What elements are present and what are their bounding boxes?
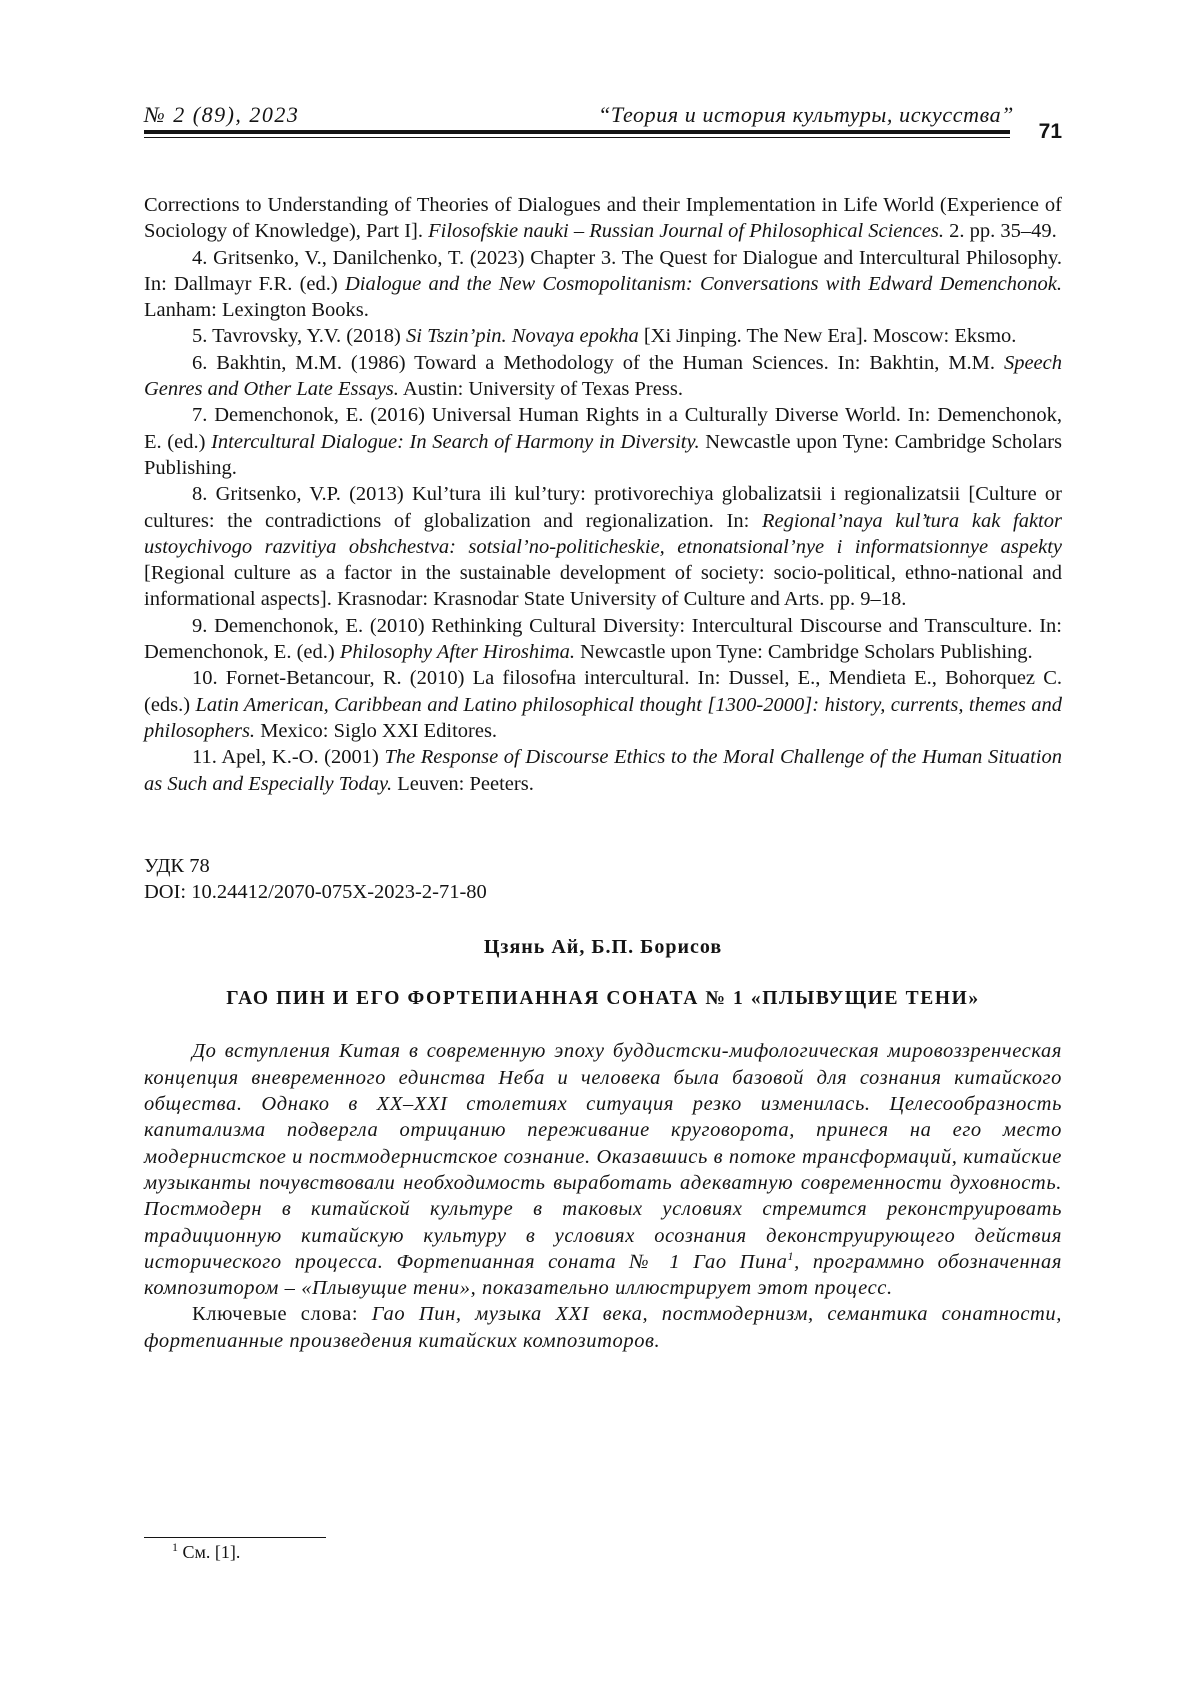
- page-body: [144, 192, 1062, 1354]
- header-rule-thin: [144, 137, 1010, 138]
- page-number: 71: [1039, 120, 1062, 144]
- reference-item: 7. Demenchonok, E. (2016) Universal Human Rights in a Culturally Diverse World. In: Demenchonok, E. (ed.) Intercultural Dialogue: In Search of Harmony in Diversity. Newcastle upon Tyne: Cambridge Scholars Publishing.: [144, 402, 1062, 481]
- article-authors: Цзянь Ай, Б.П. Борисов: [144, 934, 1062, 960]
- reference-item: 9. Demenchonok, E. (2010) Rethinking Cultural Diversity: Intercultural Discourse and Transculture. In: Demenchonok, E. (ed.) Philosophy After Hiroshima. Newcastle upon Tyne: Cambridge Scholars Publishing.: [144, 613, 1062, 666]
- keywords-list: Гао Пин, музыка XXI века, постмодернизм, семантика сонатности, фортепианные произведения китайских композиторов.: [144, 1303, 1062, 1351]
- running-header: [144, 102, 1062, 132]
- footnote: 1 См. [1].: [172, 1542, 240, 1563]
- reference-continuation: Corrections to Understanding of Theories of Dialogues and their Implementation in Life World (Experience of Sociology of Knowledge), Part I]. Filosofskie nauki – Russian Journal of Philosophical Sciences. 2. pp. 35–49.: [144, 192, 1062, 245]
- header-rule-thick: [144, 130, 1010, 134]
- reference-item: 11. Apel, K.-O. (2001) The Response of Discourse Ethics to the Moral Challenge of the Human Situation as Such and Especially Today. Leuven: Peeters.: [144, 744, 1062, 797]
- reference-item: 8. Gritsenko, V.P. (2013) Kul’tura ili kul’tury: protivorechiya globalizatsii i regionalizatsii [Culture or cultures: the contradictions of globalization and regionalization. In: Regional’naya kul’tura kak faktor ustoychivogo razvitiya obshchestva: sotsial’no-politicheskie, etnonatsional’nye i informatsionnye aspekty [Regional culture as a factor in the sustainable development of society: socio-political, ethno-national and informational aspects]. Krasnodar: Krasnodar State University of Culture and Arts. pp. 9–18.: [144, 481, 1062, 612]
- reference-item: 4. Gritsenko, V., Danilchenko, T. (2023) Chapter 3. The Quest for Dialogue and Intercultural Philosophy. In: Dallmayr F.R. (ed.) Dialogue and the New Cosmopolitanism: Conversations with Edward Demenchonok. Lanham: Lexington Books.: [144, 245, 1062, 324]
- journal-title: “Теория и история культуры, искусства”: [598, 102, 1014, 128]
- article-title: ГАО ПИН И ЕГО ФОРТЕПИАННАЯ СОНАТА № 1 «ПЛЫВУЩИЕ ТЕНИ»: [144, 986, 1062, 1012]
- udk-code: УДК 78: [144, 853, 1062, 880]
- keywords: [144, 1301, 1062, 1354]
- issue-number: № 2 (89), 2023: [144, 102, 299, 128]
- doi: DOI: 10.24412/2070-075X-2023-2-71-80: [144, 879, 1062, 906]
- reference-item: 10. Fornet-Betancour, R. (2010) La filosofнa intercultural. In: Dussel, E., Mendieta E., Bohorquez C. (eds.) Latin American, Caribbean and Latino philosophical thought [1300-2000]: history, currents, themes and philosophers. Mexico: Siglo XXI Editores.: [144, 665, 1062, 744]
- reference-item: 5. Tavrovsky, Y.V. (2018) Si Tszin’pin. Novaya epokha [Xi Jinping. The New Era]. Moscow: Eksmo.: [144, 323, 1062, 349]
- keywords-label: Ключевые слова:: [192, 1303, 372, 1325]
- footnote-rule: [144, 1537, 326, 1538]
- reference-item: 6. Bakhtin, M.M. (1986) Toward a Methodology of the Human Sciences. In: Bakhtin, M.M. Speech Genres and Other Late Essays. Austin: University of Texas Press.: [144, 350, 1062, 403]
- article-metadata: [144, 853, 1062, 906]
- abstract-text: До вступления Китая в современную эпоху буддистски-мифологическая мировоззренческая концепция вневременного единства Неба и человека была базовой для сознания китайского общества. Однако в XX–XXI столетиях ситуация резко изменилась. Целесообразность капитализма подвергла отрицанию переживание круговорота, принеся на его место модернистское и постмодернистское сознание. Оказавшись в потоке трансформаций, китайские музыканты почувствовали необходимость выработать адекватную современности духовность. Постмодерн в китайской культуре в таковых условиях стремится реконструировать традиционную китайскую культуру в условиях осознания деконструирующего действия исторического процесса. Фортепианная соната № 1 Гао Пина1, программно обозначенная композитором – «Плывущие тени», показательно иллюстрирует этот процесс.: [144, 1038, 1062, 1301]
- abstract: [144, 1038, 1062, 1301]
